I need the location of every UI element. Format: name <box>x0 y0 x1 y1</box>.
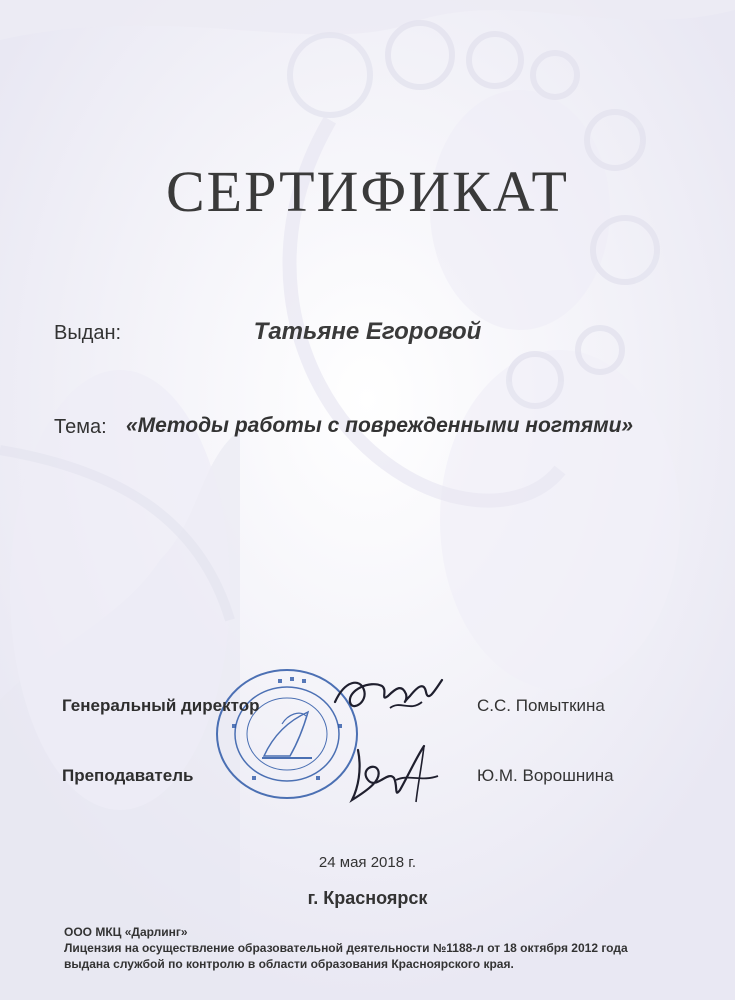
license-line-1: Лицензия на осуществление образовательной деятельности №1188-л от 18 октября 2012 года <box>64 941 628 955</box>
issue-date: 24 мая 2018 г. <box>318 854 417 871</box>
recipient-name: Татьяне Егоровой <box>253 318 482 345</box>
license-line-2: выдана службой по контролю в области образования Красноярского края. <box>64 957 514 971</box>
teacher-name: Ю.М. Ворошнина <box>477 766 614 785</box>
director-signature <box>330 672 450 720</box>
topic-label: Тема: <box>54 416 107 438</box>
director-role: Генеральный директор <box>62 696 260 715</box>
certificate-title: СЕРТИФИКАТ <box>165 159 569 224</box>
topic-text: «Методы работы с поврежденными ногтями» <box>126 414 634 437</box>
issued-label: Выдан: <box>54 322 122 344</box>
teacher-role: Преподаватель <box>62 766 194 785</box>
organization-name: ООО МКЦ «Дарлинг» <box>64 925 188 939</box>
issue-city: г. Красноярск <box>307 888 428 908</box>
teacher-signature <box>338 740 448 810</box>
director-name: С.С. Помыткина <box>477 696 605 715</box>
